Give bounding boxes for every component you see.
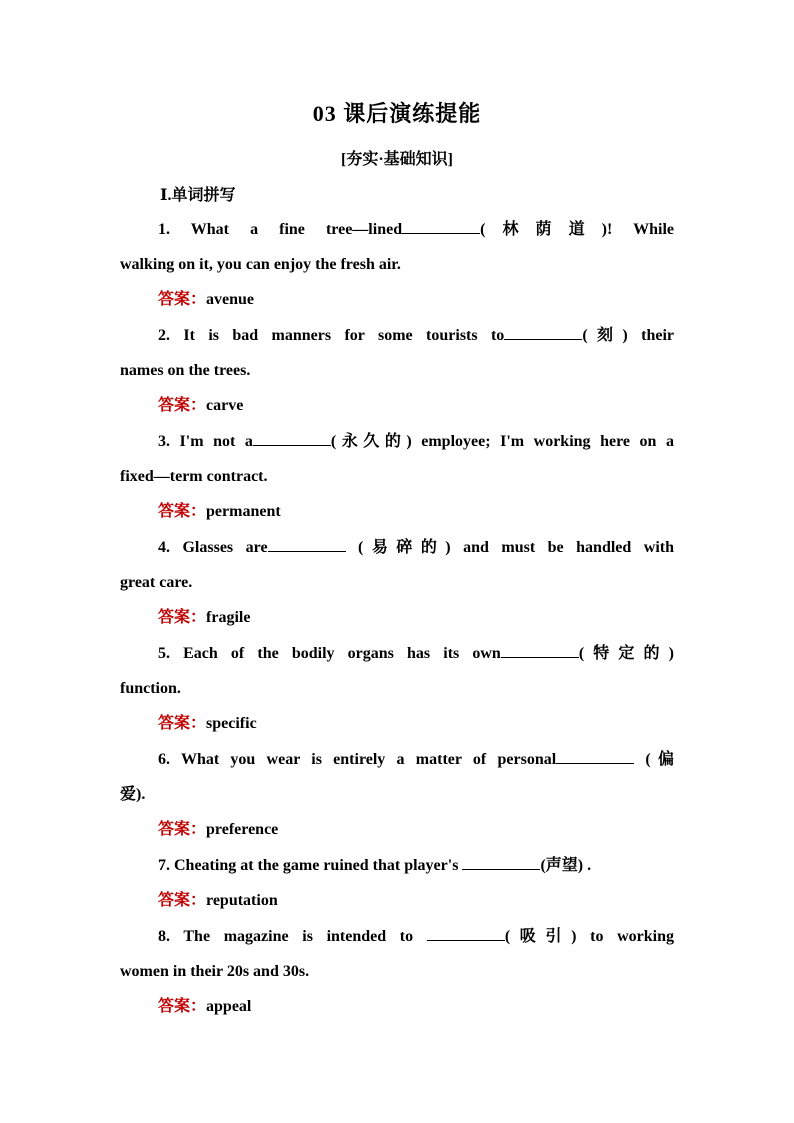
exercise-item (120, 742, 674, 847)
answer-label: 答案： (158, 821, 207, 838)
exercise-item (120, 424, 674, 529)
section-heading: Ⅰ.单词拼写 (160, 187, 236, 204)
answer-text: appeal (206, 998, 252, 1015)
question-text: 6. What you wear is entirely a matter of personal (158, 751, 557, 768)
exercise-list (120, 212, 674, 1025)
question-continuation: great care. (120, 574, 193, 591)
question-line (120, 530, 674, 565)
answer-blank (556, 749, 634, 764)
exercise-item (120, 212, 674, 317)
question-hint: (声望) . (540, 857, 592, 874)
answer-line (120, 706, 674, 741)
question-line (120, 318, 674, 353)
question-line (120, 848, 674, 883)
answer-label: 答案： (158, 715, 207, 732)
question-line (120, 636, 674, 671)
answer-label: 答案： (158, 291, 207, 308)
question-line (120, 212, 674, 247)
question-line (120, 742, 674, 777)
exercise-item (120, 318, 674, 423)
answer-label: 答案： (158, 998, 207, 1015)
answer-line (120, 812, 674, 847)
question-continuation: women in their 20s and 30s. (120, 963, 310, 980)
exercise-item (120, 919, 674, 1024)
exercise-item (120, 636, 674, 741)
answer-text: fragile (206, 609, 251, 626)
answer-text: specific (206, 715, 257, 732)
question-hint: (永久的) employee; I'm working here on a (330, 433, 674, 450)
question-hint: (易碎的) and must be handled with (345, 539, 674, 556)
question-text: 3. I'm not a (158, 433, 253, 450)
answer-text: avenue (206, 291, 255, 308)
question-hint: (林荫道)! While (480, 221, 674, 238)
question-text: 7. Cheating at the game ruined that player's (158, 857, 463, 874)
section-subtitle: [夯实·基础知识] (341, 151, 453, 168)
question-hint: (刻) their (582, 327, 674, 344)
question-continuation: function. (120, 680, 181, 697)
answer-text: reputation (206, 892, 278, 909)
answer-label: 答案： (158, 892, 207, 909)
answer-label: 答案： (158, 503, 207, 520)
answer-label: 答案： (158, 609, 207, 626)
question-continuation: names on the trees. (120, 362, 251, 379)
question-line (120, 919, 674, 954)
page-title: 03 课后演练提能 (312, 101, 482, 126)
question-text: 5. Each of the bodily organs has its own (158, 645, 501, 662)
answer-blank (268, 537, 346, 552)
exercise-item (120, 530, 674, 635)
exercise-item (120, 848, 674, 918)
answer-blank (504, 325, 582, 340)
question-text: 2. It is bad manners for some tourists to (158, 327, 505, 344)
question-hint: (偏 (634, 751, 674, 768)
question-text: 1. What a fine tree—lined (158, 221, 403, 238)
answer-text: preference (206, 821, 279, 838)
question-text: 8. The magazine is intended to (158, 928, 427, 945)
question-hint: (吸引) to working (504, 928, 675, 945)
answer-line (120, 989, 674, 1024)
answer-text: carve (206, 397, 244, 414)
answer-label: 答案： (158, 397, 207, 414)
answer-line (120, 883, 674, 918)
question-hint: (特定的) (578, 645, 674, 662)
answer-line (120, 600, 674, 635)
question-text: 4. Glasses are (158, 539, 268, 556)
answer-text: permanent (206, 503, 281, 520)
answer-line (120, 494, 674, 529)
question-continuation: walking on it, you can enjoy the fresh air. (120, 256, 401, 273)
answer-blank (253, 431, 331, 446)
answer-blank (402, 219, 480, 234)
answer-blank (462, 855, 540, 870)
question-continuation: fixed—term contract. (120, 468, 268, 485)
question-line (120, 424, 674, 459)
answer-line (120, 282, 674, 317)
answer-blank (501, 643, 579, 658)
answer-blank (427, 926, 505, 941)
question-continuation: 爱). (120, 786, 146, 803)
answer-line (120, 388, 674, 423)
